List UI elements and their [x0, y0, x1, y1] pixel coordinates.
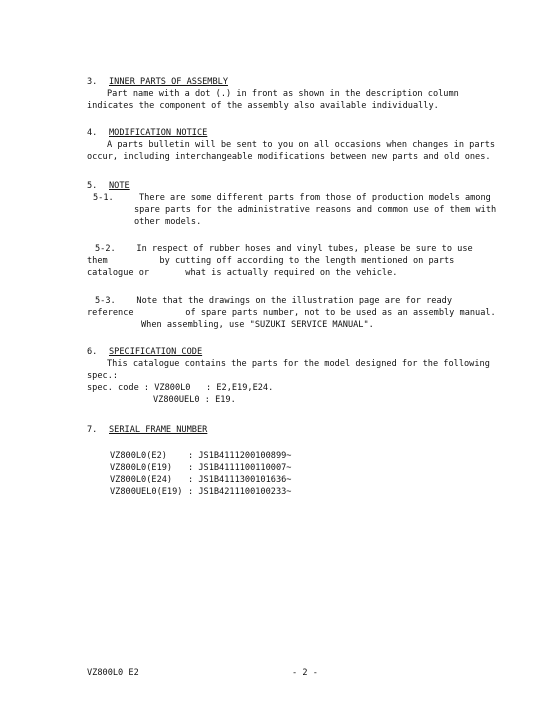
section-number: 4.: [87, 128, 98, 138]
section-heading: [87, 127, 487, 139]
note-line: reference of spare parts number, not to be used as an assembly manual.: [87, 308, 496, 318]
note-line: catalogue or what is actually required on the vehicle.: [87, 268, 398, 278]
spec-code-line: VZ800UEL0 : E19.: [153, 395, 236, 405]
section-inner-parts: [87, 76, 487, 112]
paragraph-line: Part name with a dot (.) in front as shown in the description column: [107, 89, 459, 99]
section-serial-frame-number: [87, 424, 487, 436]
page-number: - 2 -: [292, 668, 318, 678]
note-line: 5-2. In respect of rubber hoses and vinyl tubes, please be sure to use: [95, 244, 473, 254]
serial-number: : JS1B4111100110007~: [188, 463, 292, 473]
section-title: SERIAL FRAME NUMBER: [109, 425, 208, 435]
section-title: INNER PARTS OF ASSEMBLY: [109, 77, 228, 87]
serial-number: : JS1B4111300101636~: [188, 475, 292, 485]
note-line: them by cutting off according to the length mentioned on parts: [87, 256, 455, 266]
serial-number: : JS1B4211100100233~: [188, 487, 292, 497]
model-code: VZ800L0(E24): [110, 475, 173, 485]
note-5-2: [87, 243, 487, 279]
serial-number-table: [110, 450, 291, 498]
section-title: NOTE: [109, 181, 130, 191]
section-specification-code: [87, 346, 490, 406]
section-heading: [87, 346, 487, 358]
serial-number: : JS1B4111200100899~: [188, 451, 292, 461]
page-footer: [87, 667, 487, 679]
note-line: When assembling, use "SUZUKI SERVICE MANUAL".: [141, 320, 374, 330]
note-text: There are some different parts from those of production models among: [139, 193, 491, 203]
model-code: VZ800UEL0(E19): [110, 487, 183, 497]
paragraph-line: This catalogue contains the parts for the model designed for the following: [107, 359, 490, 369]
section-heading: [87, 180, 487, 192]
paragraph-line: spec.:: [87, 371, 119, 381]
section-title: MODIFICATION NOTICE: [109, 128, 208, 138]
model-code: VZ800L0(E19): [110, 463, 173, 473]
table-row: [110, 462, 291, 474]
section-number: 7.: [87, 425, 98, 435]
note-line: other models.: [134, 217, 202, 227]
section-title: SPECIFICATION CODE: [109, 347, 203, 357]
section-number: 3.: [87, 77, 98, 87]
section-heading: [87, 76, 487, 88]
table-row: [110, 486, 291, 498]
note-line: 5-3. Note that the drawings on the illustration page are for ready: [95, 296, 452, 306]
section-number: 5.: [87, 181, 98, 191]
footer-model: VZ800L0 E2: [87, 668, 139, 678]
table-row: [110, 474, 291, 486]
note-line: [93, 192, 493, 204]
model-code: VZ800L0(E2): [110, 451, 167, 461]
section-note: [87, 180, 487, 192]
section-modification-notice: [87, 127, 496, 163]
paragraph-line: occur, including interchangeable modifications between new parts and old ones.: [87, 152, 491, 162]
spec-code-line: spec. code : VZ800L0 : E2,E19,E24.: [87, 383, 274, 393]
paragraph-line: indicates the component of the assembly also available individually.: [87, 101, 439, 111]
table-row: [110, 450, 291, 462]
section-number: 6.: [87, 347, 98, 357]
note-number: 5-1.: [93, 193, 114, 203]
note-5-3: [87, 295, 496, 331]
paragraph-line: A parts bulletin will be sent to you on all occasions when changes in parts: [107, 140, 496, 150]
note-line: spare parts for the administrative reasons and common use of them with: [134, 205, 497, 215]
note-5-1: [93, 192, 497, 228]
section-heading: [87, 424, 487, 436]
